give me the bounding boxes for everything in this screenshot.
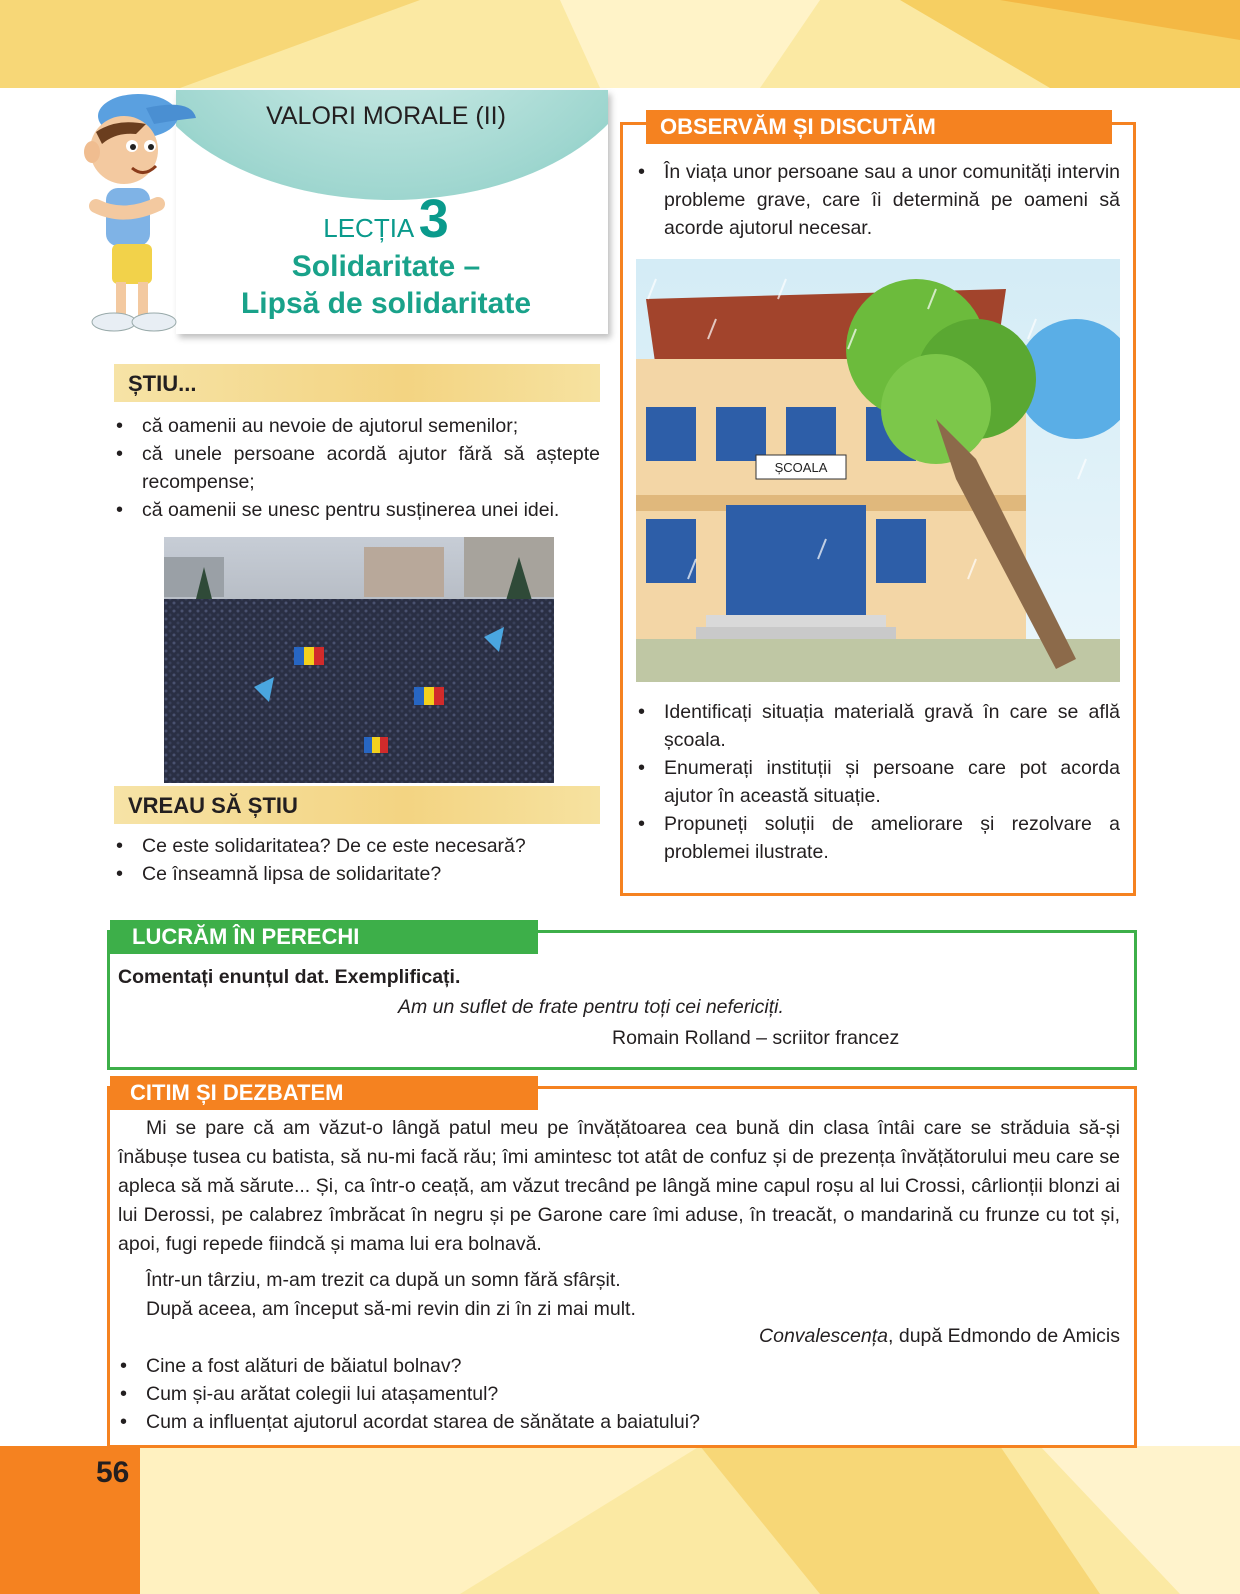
lesson-label <box>176 188 596 250</box>
lesson-title-card <box>176 90 608 334</box>
observam-questions <box>636 698 1120 866</box>
lesson-title <box>176 248 596 322</box>
vreau-list <box>114 832 600 888</box>
citim-questions <box>118 1352 1118 1436</box>
citim-paragraph-2: Într-un târziu, m-am trezit ca după un somn fără sfârșit. <box>146 1269 621 1291</box>
list-item: • Propuneți soluții de ameliorare și rezolvare a problemei ilustrate. <box>636 810 1120 866</box>
observam-heading: OBSERVĂM ȘI DISCUTĂM <box>660 114 936 139</box>
header-decoration <box>0 0 1240 88</box>
observam-header <box>646 110 1112 144</box>
list-item: • că unele persoane acordă ajutor fără să aștepte recompense; <box>114 440 600 496</box>
lesson-title-line2: Lipsă de solidaritate <box>240 287 532 320</box>
vreau-header <box>114 786 600 824</box>
citim-heading: CITIM ȘI DEZBATEM <box>130 1080 344 1105</box>
school-storm-illustration <box>636 259 1120 682</box>
list-item: • că oamenii se unesc pentru susținerea unei idei. <box>114 496 600 524</box>
school-sign: ȘCOALA <box>774 460 828 475</box>
vreau-heading: VREAU SĂ ȘTIU <box>128 793 298 818</box>
citim-paragraph-1: Mi se pare că am văzut-o lângă patul meu pe învățătoarea cea bună din clasa întâi care se străduia să-și înăbușe tusea cu batista, să nu-mi facă rău; îmi amintesc tot atât de confuz și de prezența învățătorului meu care se apleca să mă sărute... Și, ca într-o ceață, am văzut trecând pe lângă mine capul roșu al lui Crossi, cârlionții blonzi ai lui Derossi, pe calabrez îmbrăcat în negru și pe Garone care îmi aduse, în treacăt, o mandarină cu frunze cu tot și, apoi, fugi repede fiindcă și mama lui era bolnavă. <box>118 1117 1120 1255</box>
perechi-task: Comentați enunțul dat. Exemplificați. <box>118 966 461 988</box>
observam-intro-list <box>636 158 1120 242</box>
perechi-heading: LUCRĂM ÎN PERECHI <box>132 924 360 949</box>
citim-source <box>759 1325 1120 1348</box>
perechi-header <box>110 920 538 954</box>
stiu-heading: ȘTIU... <box>128 371 197 396</box>
list-item: • Cine a fost alături de băiatul bolnav? <box>118 1352 1118 1380</box>
list-item: • Cum a influențat ajutorul acordat starea de sănătate a baiatului? <box>118 1408 1118 1436</box>
unit-title: VALORI MORALE (II) <box>266 102 506 130</box>
citim-header <box>110 1076 538 1110</box>
page-number: 56 <box>96 1456 130 1489</box>
list-item: • Cum și-au arătat colegii lui atașamentul? <box>118 1380 1118 1408</box>
list-item: • În viața unor persoane sau a unor comunități intervin probleme grave, care îi determină pe oameni să acorde ajutorul necesar. <box>636 158 1120 242</box>
list-item: • Enumerați instituții și persoane care pot acorda ajutor în această situație. <box>636 754 1120 810</box>
perechi-quote: Am un suflet de frate pentru toți cei nefericiți. <box>398 996 784 1018</box>
list-item: • Identificați situația materială gravă în care se află școala. <box>636 698 1120 754</box>
perechi-author: Romain Rolland – scriitor francez <box>612 1027 900 1049</box>
footer-decoration <box>0 1446 1240 1594</box>
citim-source-rest: , după Edmondo de Amicis <box>888 1325 1120 1347</box>
boy-mascot-illustration <box>76 88 200 340</box>
list-item: • că oamenii au nevoie de ajutorul semenilor; <box>114 412 600 440</box>
lesson-title-line1: Solidaritate – <box>291 250 481 283</box>
lesson-number: 3 <box>418 189 449 249</box>
citim-paragraph-3: După aceea, am început să-mi revin din zi în zi mai mult. <box>146 1298 636 1320</box>
stiu-header <box>114 364 600 402</box>
list-item: • Ce este solidaritatea? De ce este necesară? <box>114 832 600 860</box>
list-item: • Ce înseamnă lipsa de solidaritate? <box>114 860 600 888</box>
stiu-list <box>114 412 600 524</box>
crowd-photo <box>164 537 554 783</box>
citim-source-title: Convalescența <box>759 1325 889 1347</box>
lesson-label-text: LECȚIA <box>323 213 415 243</box>
